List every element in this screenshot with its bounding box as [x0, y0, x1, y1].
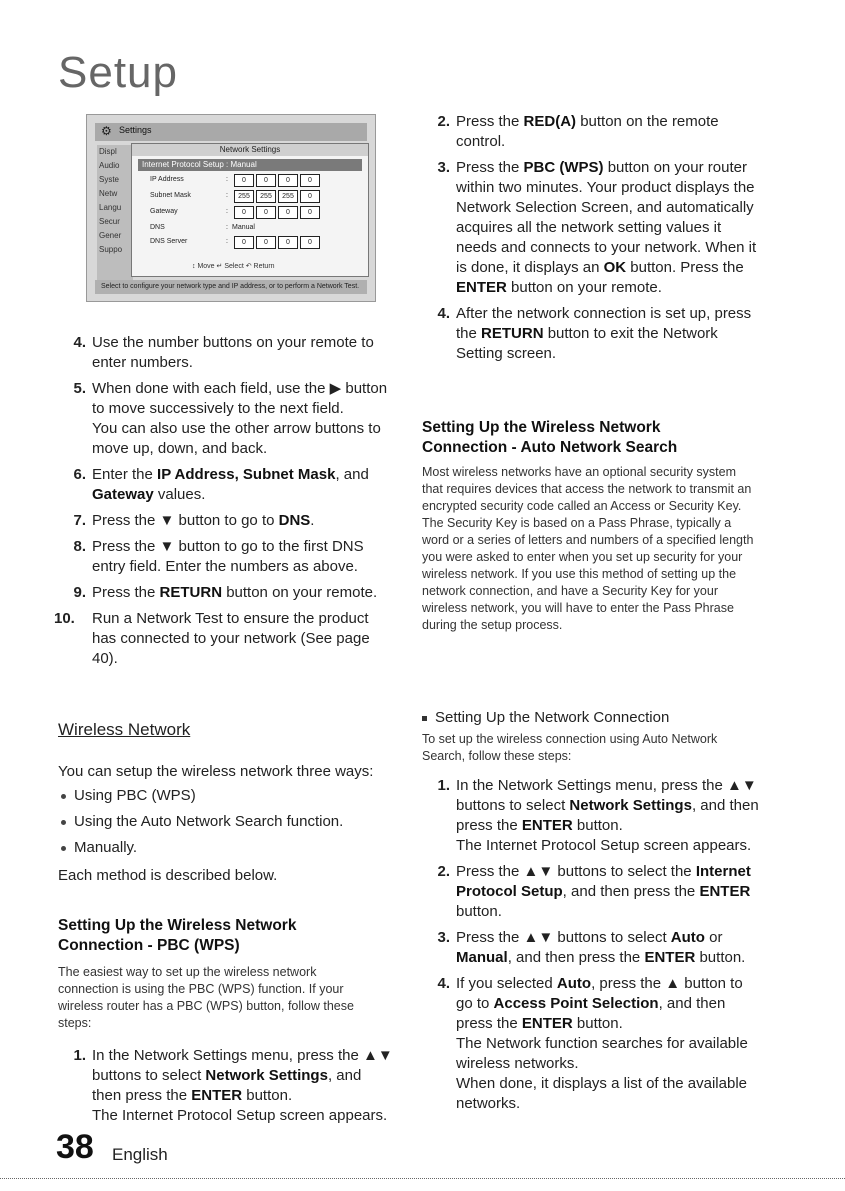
step-number: 4. — [73, 334, 86, 351]
step-item — [422, 928, 762, 968]
wireless-intro: You can setup the wireless network three ways: — [58, 763, 374, 780]
auto-steps-list — [422, 776, 762, 1120]
step-item — [58, 511, 393, 531]
value-box: 0 — [256, 206, 276, 219]
pbc-heading-line1: Setting Up the Wireless Network — [58, 917, 297, 934]
value-box: 0 — [234, 236, 254, 249]
step-text: Use the number buttons on your remote to enter numbers. — [92, 334, 374, 371]
row-value: Manual — [232, 224, 255, 231]
sidebar-item: Suppo — [99, 245, 123, 254]
navigation-hints: ↕ Move ↵ Select ↶ Return — [192, 263, 275, 270]
step-item — [58, 1046, 393, 1126]
settings-row — [142, 206, 362, 220]
gear-icon: ⚙ — [101, 124, 112, 138]
step-text: Press the RETURN button on your remote. — [92, 584, 378, 601]
sidebar-item: Syste — [99, 175, 120, 184]
step-number: 1. — [73, 1047, 86, 1064]
row-colon: : — [226, 208, 228, 215]
value-box: 255 — [234, 190, 254, 203]
settings-row — [142, 174, 362, 188]
row-label: IP Address — [150, 176, 184, 183]
settings-header-label: Settings — [119, 125, 152, 135]
auto-heading — [422, 418, 782, 458]
protocol-setup-bar: Internet Protocol Setup : Manual — [138, 159, 362, 171]
step-text: In the Network Settings menu, press the ▲▼ buttons to select Network Settings, and then press the ENTER button. The Internet Protocol Setup screen appears. — [92, 1047, 393, 1124]
step-text: Press the RED(A) button on the remote control. — [456, 113, 719, 150]
step-text: In the Network Settings menu, press the ▲▼ buttons to select Network Settings, and then press the ENTER button. The Internet Protocol Setup screen appears. — [456, 777, 759, 854]
settings-header — [95, 123, 367, 141]
value-box: 255 — [278, 190, 298, 203]
sidebar-item: Secur — [99, 217, 120, 226]
network-settings-panel — [131, 143, 369, 277]
wireless-network-heading: Wireless Network — [58, 720, 191, 739]
value-box: 0 — [300, 206, 320, 219]
row-colon: : — [226, 192, 228, 199]
step-text: Press the ▼ button to go to the first DNS entry field. Enter the numbers as above. — [92, 538, 364, 575]
page-number: 38 — [56, 1128, 94, 1166]
value-box: 0 — [278, 236, 298, 249]
value-box: 0 — [300, 174, 320, 187]
step-text: Press the PBC (WPS) button on your router within two minutes. Your product displays the Network Selection Screen, and automatically acquires all the network setting values it needs and connects to your network. When it is done, it displays an OK button. Press the ENTER button on your remote. — [456, 159, 757, 296]
step-item — [422, 974, 762, 1114]
step-item — [58, 333, 393, 373]
sidebar-item: Displ — [99, 147, 117, 156]
step-item — [422, 158, 762, 298]
auto-heading-line2: Connection - Auto Network Search — [422, 439, 678, 456]
bottom-divider — [0, 1178, 845, 1179]
step-number: 8. — [73, 538, 86, 555]
step-item — [422, 862, 762, 922]
step-text: Enter the IP Address, Subnet Mask, and Gateway values. — [92, 466, 369, 503]
step-number: 6. — [73, 466, 86, 483]
row-label: Subnet Mask — [150, 192, 191, 199]
value-box: 0 — [278, 206, 298, 219]
network-settings-screenshot — [86, 114, 376, 302]
step-item — [58, 537, 393, 577]
settings-row — [142, 222, 362, 236]
step-number: 5. — [73, 380, 86, 397]
step-number: 10. — [54, 610, 75, 627]
value-box: 0 — [300, 190, 320, 203]
row-label: DNS Server — [150, 238, 188, 245]
step-text: Press the ▲▼ buttons to select the Internet Protocol Setup, and then press the ENTER button. — [456, 863, 751, 920]
value-box: 255 — [256, 190, 276, 203]
step-item — [58, 583, 393, 603]
step-text: If you selected Auto, press the ▲ button to go to Access Point Selection, and then press the ENTER button. The Network function searches for available wireless networks. When done, it displays a list of the available networks. — [456, 975, 748, 1112]
bullet-item: Manually. — [58, 838, 398, 858]
value-box: 0 — [256, 174, 276, 187]
settings-row — [142, 190, 362, 204]
wireless-after: Each method is described below. — [58, 867, 278, 884]
sidebar-item: Langu — [99, 203, 122, 212]
value-box: 0 — [234, 206, 254, 219]
bullet-item: Using PBC (WPS) — [58, 786, 398, 806]
pbc-heading-line2: Connection - PBC (WPS) — [58, 937, 240, 954]
step-item — [58, 379, 393, 459]
step-number: 2. — [437, 863, 450, 880]
step-item — [58, 465, 393, 505]
auto-sub-heading — [422, 708, 782, 728]
status-bar: Select to configure your network type and IP address, or to perform a Network Test. — [95, 280, 367, 294]
value-box: 0 — [234, 174, 254, 187]
step-text: Press the ▲▼ buttons to select Auto or Manual, and then press the ENTER button. — [456, 929, 746, 966]
auto-sub-body: To set up the wireless connection using Auto Network Search, follow these steps: — [422, 732, 718, 763]
value-box: 0 — [278, 174, 298, 187]
row-colon: : — [226, 224, 228, 231]
pbc-step-list — [58, 1046, 393, 1132]
sidebar-item: Audio — [99, 161, 120, 170]
pbc-body: The easiest way to set up the wireless network connection is using the PBC (WPS) function. If your wireless router has a PBC (WPS) button, follow these steps: — [58, 965, 354, 1030]
panel-title: Network Settings — [132, 144, 368, 156]
step-number: 3. — [437, 159, 450, 176]
settings-sidebar — [97, 145, 133, 285]
step-number: 2. — [437, 113, 450, 130]
right-steps-list — [422, 112, 762, 370]
page-title: Setup — [58, 48, 178, 97]
row-label: Gateway — [150, 208, 178, 215]
left-steps-list — [54, 333, 393, 675]
sidebar-item: Netw — [99, 189, 118, 198]
step-number: 7. — [73, 512, 86, 529]
step-number: 1. — [437, 777, 450, 794]
step-number: 9. — [73, 584, 86, 601]
row-label: DNS — [150, 224, 165, 231]
step-number: 3. — [437, 929, 450, 946]
page-language: English — [112, 1145, 168, 1164]
step-item — [422, 112, 762, 152]
row-colon: : — [226, 176, 228, 183]
auto-sub-heading-text: Setting Up the Network Connection — [435, 709, 670, 726]
value-box: 0 — [256, 236, 276, 249]
row-colon: : — [226, 238, 228, 245]
step-number: 4. — [437, 305, 450, 322]
step-text: After the network connection is set up, press the RETURN button to exit the Network Setting screen. — [456, 305, 752, 362]
pbc-heading — [58, 916, 398, 956]
auto-heading-line1: Setting Up the Wireless Network — [422, 419, 661, 436]
step-item — [422, 304, 762, 364]
step-text: Run a Network Test to ensure the product has connected to your network (See page 40). — [92, 610, 370, 667]
step-item — [54, 609, 393, 669]
bullet-item: Using the Auto Network Search function. — [58, 812, 398, 832]
square-bullet-icon — [422, 716, 427, 721]
wireless-methods-list — [58, 786, 398, 864]
step-text: When done with each field, use the ▶ button to move successively to the next field. You can also use the other arrow buttons to move up, down, and back. — [92, 380, 388, 457]
step-item — [422, 776, 762, 856]
value-box: 0 — [300, 236, 320, 249]
step-text: Press the ▼ button to go to DNS. — [92, 512, 315, 529]
step-number: 4. — [437, 975, 450, 992]
sidebar-item: Gener — [99, 231, 122, 240]
settings-row — [142, 236, 362, 250]
auto-body: Most wireless networks have an optional security system that requires devices that access the network to transmit an encrypted security code called an Access or Security Key. The Security Key is based on a Pass Phrase, typically a word or a series of letters and numbers of a specified length you were asked to enter when you set up security for your wireless network. If you use this method of setting up the network connection, and have a Security Key for your wireless network, you will have to enter the Pass Phrase during the setup process. — [422, 465, 754, 632]
